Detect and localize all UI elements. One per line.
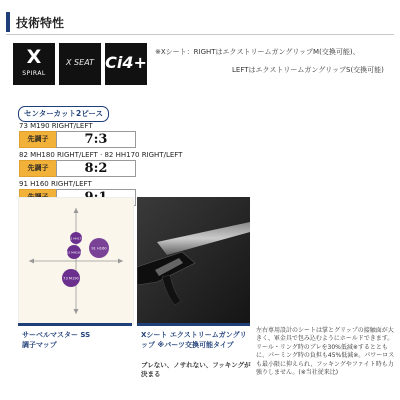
map-node-label: 82 MH180 — [66, 250, 82, 255]
model-name: 73 M190 RIGHT/LEFT — [19, 122, 93, 130]
section-accent-bar — [6, 12, 10, 32]
map-arrow-down — [74, 309, 79, 314]
map-caption-rule — [18, 323, 132, 326]
grip-note-right: ※Xシート：RIGHTはエクストリームガングリップM(交換可能)、 — [155, 48, 360, 56]
photo-subcaption: ブレない、ノサれない、フッキングが決まる — [141, 361, 251, 378]
action-label: 先調子 — [19, 131, 57, 148]
action-ratio: 7:3 — [56, 131, 136, 148]
action-ratio: 8:2 — [56, 160, 136, 177]
model-name: 91 H160 RIGHT/LEFT — [19, 180, 92, 188]
map-arrow-up — [74, 208, 79, 213]
map-arrow-right — [118, 259, 123, 264]
map-caption-line: 調子マップ — [22, 341, 57, 349]
grip-photo-illustration — [137, 197, 250, 323]
center-cut-badge: センターカット2ピース — [18, 106, 109, 122]
grip-note-left: LEFTはエクストリームガングリップS(交換可能) — [232, 66, 384, 74]
xseat-logo — [59, 43, 101, 85]
action-label: 先調子 — [19, 160, 57, 177]
map-node-label: 73 M190 — [63, 276, 79, 281]
divider — [6, 34, 394, 35]
action-row — [19, 131, 136, 148]
model-name: 82 MH180 RIGHT/LEFT · 82 HH170 RIGHT/LEFT — [19, 151, 183, 159]
action-map-panel — [18, 197, 134, 325]
section-title: 技術特性 — [16, 15, 65, 30]
ci4-text: Ci4+ — [105, 53, 147, 72]
seat-description: 左右専用設計のシートは掌とグリップの接触面が大きく、軍金具で包み込むようにホールドできます。リール・リング時のブレを30%低減※するとともに、パーミング時の負担も45%低減※。パワーロスも最小限に抑えられ、フッキングやファイト時も力強りしません。(※当社従来比) — [256, 327, 395, 377]
map-arrow-left — [29, 259, 34, 264]
map-node-label: 91 H160 — [91, 246, 107, 251]
xspiral-logo — [13, 43, 55, 85]
ci4-logo — [105, 43, 147, 85]
action-row — [19, 160, 136, 177]
grip-photo — [137, 197, 250, 323]
map-caption — [22, 330, 90, 350]
xspiral-mark: X — [26, 46, 42, 68]
section-header — [6, 10, 64, 34]
photo-caption: Xシート エクストリームガングリップ ※パーツ交換可能タイプ — [141, 331, 247, 349]
map-node-label: 82 HH170 — [68, 236, 84, 241]
map-caption-line: サーベルマスター SS — [22, 331, 91, 339]
xseat-text: X SEAT — [66, 58, 94, 67]
action-map-diagram — [19, 198, 133, 324]
xspiral-text: SPIRAL — [22, 70, 46, 77]
photo-caption-rule — [137, 323, 250, 326]
